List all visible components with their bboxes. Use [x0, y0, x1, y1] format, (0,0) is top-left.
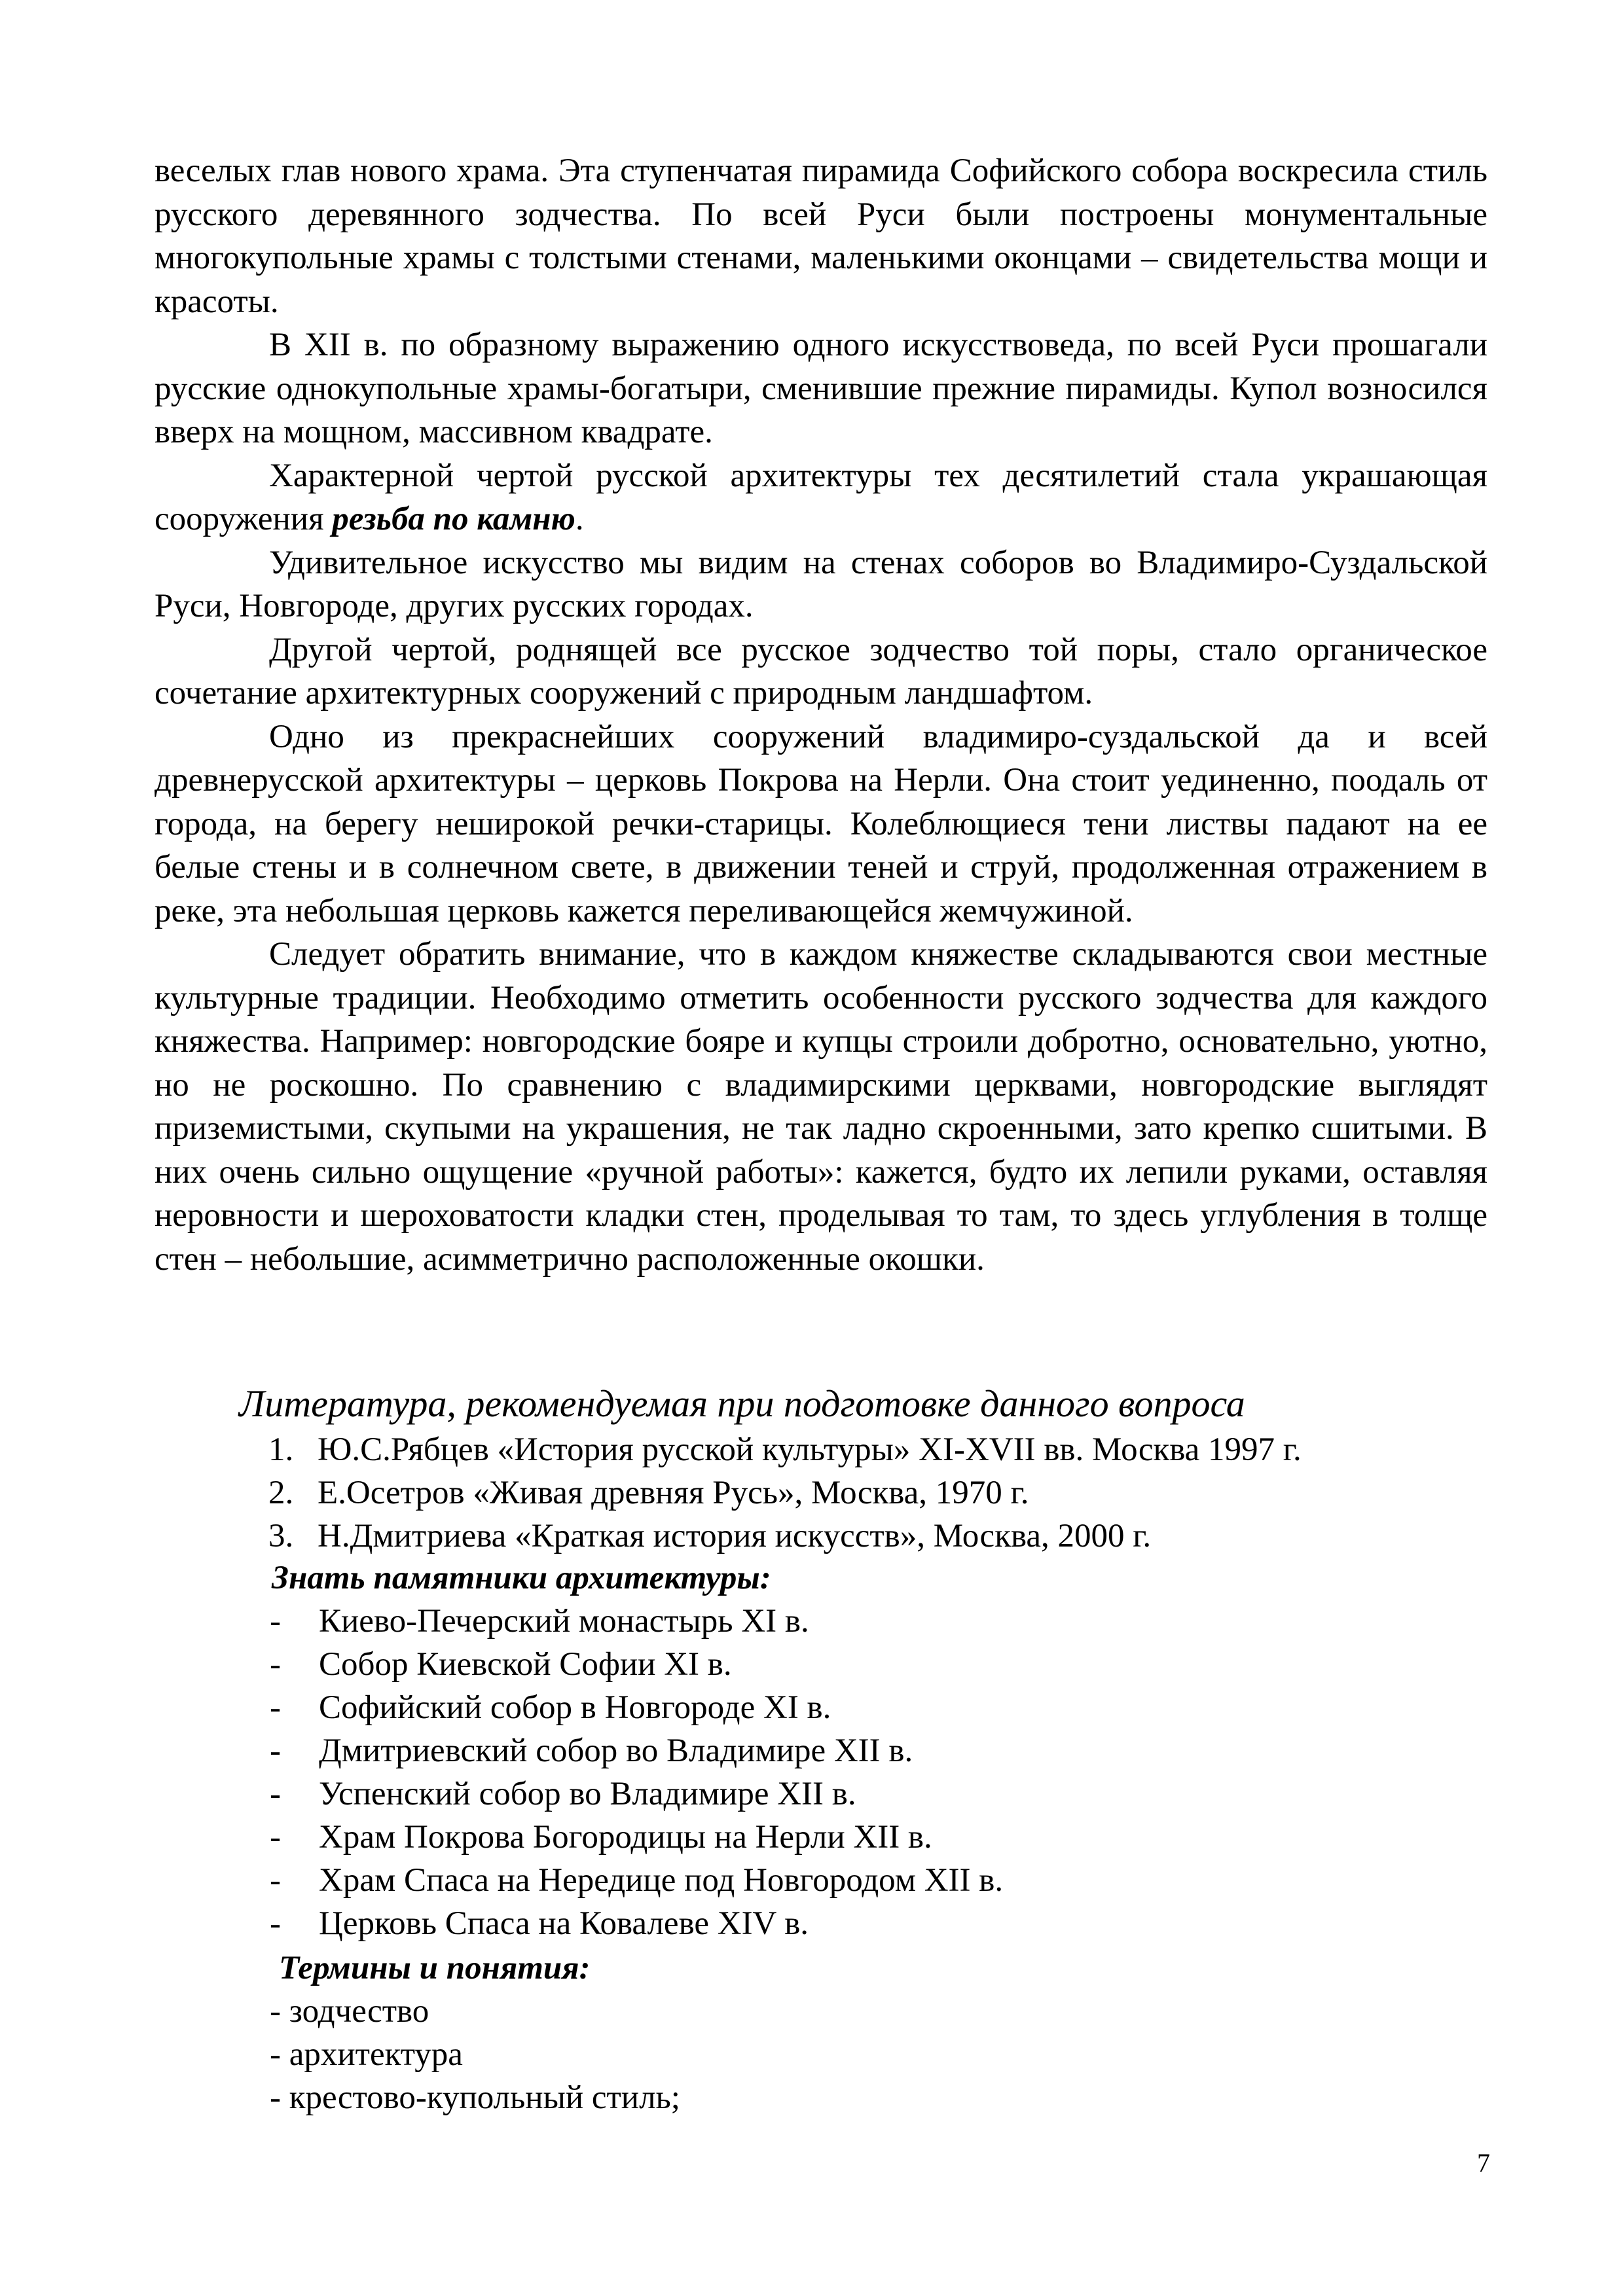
paragraph	[155, 149, 1487, 323]
page-number: 7	[1477, 2148, 1490, 2178]
list-item-text: Храм Спаса на Нередице под Новгородом XII в.	[319, 1862, 1004, 1899]
list-item-text: Успенский собор во Владимире XII в.	[319, 1776, 856, 1812]
paragraph-text: Следует обратить внимание, что в каждом княжестве складываются свои местные культурные традиции. Необходимо отметить особенности русского зодчества для каждого княжества. Например: новгородские бояре и купцы строили добротно, основательно, уютно, но не роскошно. По сравнению с владимирскими церквами, новгородские выглядят приземистыми, скупыми на украшения, не так ладно скроенными, зато крепко сшитыми. В них очень сильно ощущение «ручной работы»: кажется, будто их лепили руками, оставляя неровности и шероховатости кладки стен, проделывая то там, то здесь углубления в толще стен – небольшие, асимметрично расположенные окошки.	[155, 936, 1487, 1278]
list-item: - крестово-купольный стиль;	[270, 2079, 680, 2116]
literature-title: Литература, рекомендуемая при подготовке данного вопроса	[239, 1382, 1245, 1425]
list-bullet: -	[270, 1603, 281, 1640]
paragraph-text: Другой чертой, роднящей все русское зодчество той поры, стало органическое сочетание архитектурных сооружений с природным ландшафтом.	[155, 631, 1487, 711]
list-item-text: Софийский собор в Новгороде XI в.	[319, 1689, 831, 1726]
monuments-heading: Знать памятники архитектуры:	[272, 1560, 771, 1596]
paragraph	[155, 454, 1487, 541]
paragraph	[155, 323, 1487, 454]
list-number: 3.	[268, 1518, 294, 1554]
list-item	[268, 1515, 1302, 1558]
paragraph-text: Характерной чертой русской архитектуры тех десятилетий стала украшающая сооружения	[155, 457, 1487, 537]
list-item-text: Храм Покрова Богородицы на Нерли XII в.	[319, 1819, 932, 1856]
list-item	[268, 1428, 1302, 1471]
paragraph	[155, 715, 1487, 933]
list-bullet: -	[270, 1819, 281, 1856]
paragraph-text: веселых глав нового храма. Эта ступенчатая пирамида Софийского собора воскресила стиль русского деревянного зодчества. По всей Руси были построены монументальные многокупольные храмы с толстыми стенами, маленькими оконцами – свидетельства мощи и красоты.	[155, 152, 1487, 320]
main-text	[155, 149, 1487, 1281]
list-bullet: -	[270, 1776, 281, 1812]
list-item	[270, 1902, 1003, 1945]
paragraph	[155, 628, 1487, 715]
paragraph	[155, 541, 1487, 628]
list-number: 1.	[268, 1431, 294, 1468]
list-bullet: -	[270, 1732, 281, 1769]
list-item	[270, 1772, 1003, 1816]
list-item-text: Дмитриевский собор во Владимире XII в.	[319, 1732, 913, 1769]
paragraph-text: Одно из прекраснейших сооружений владимиро-суздальской да и всей древнерусской архитектуры – церковь Покрова на Нерли. Она стоит уединенно, поодаль от города, на берегу неширокой речки-старицы. Колеблющиеся тени листвы падают на ее белые стены и в солнечном свете, в движении теней и струй, продолженная отражением в реке, эта небольшая церковь кажется переливающейся жемчужиной.	[155, 718, 1487, 929]
list-item	[270, 1859, 1003, 1902]
paragraph-text: .	[575, 501, 584, 537]
list-item	[270, 1729, 1003, 1772]
list-item-text: Ю.С.Рябцев «История русской культуры» XI-XVII вв. Москва 1997 г.	[318, 1431, 1302, 1468]
list-bullet: -	[270, 1646, 281, 1683]
list-bullet: -	[270, 1689, 281, 1726]
list-item: - зодчество	[270, 1993, 429, 2030]
list-item-text: Церковь Спаса на Ковалеве XIV в.	[319, 1905, 809, 1942]
emphasis-text: резьба по камню	[332, 501, 575, 537]
list-bullet: -	[270, 1862, 281, 1899]
paragraph	[155, 933, 1487, 1281]
paragraph-text: Удивительное искусство мы видим на стенах соборов во Владимиро-Суздальской Руси, Новгороде, других русских городах.	[155, 544, 1487, 624]
list-item	[270, 1686, 1003, 1729]
monuments-list	[270, 1600, 1003, 1945]
list-bullet: -	[270, 1905, 281, 1942]
list-item-text: Е.Осетров «Живая древняя Русь», Москва, 1970 г.	[318, 1475, 1029, 1511]
terms-list	[270, 1990, 680, 2119]
literature-list	[268, 1428, 1302, 1558]
list-item-text: Н.Дмитриева «Краткая история искусств», Москва, 2000 г.	[318, 1518, 1152, 1554]
list-item-text: Собор Киевской Софии XI в.	[319, 1646, 732, 1683]
list-item	[270, 1643, 1003, 1686]
list-item: - архитектура	[270, 2036, 463, 2073]
list-item-text: Киево-Печерский монастырь XI в.	[319, 1603, 809, 1640]
list-item	[268, 1471, 1302, 1515]
list-number: 2.	[268, 1475, 294, 1511]
list-item	[270, 1816, 1003, 1859]
list-item	[270, 1600, 1003, 1643]
terms-heading: Термины и понятия:	[279, 1950, 591, 1986]
paragraph-text: В XII в. по образному выражению одного искусствоведа, по всей Руси прошагали русские однокупольные храмы-богатыри, сменившие прежние пирамиды. Купол возносился вверх на мощном, массивном квадрате.	[155, 327, 1487, 450]
